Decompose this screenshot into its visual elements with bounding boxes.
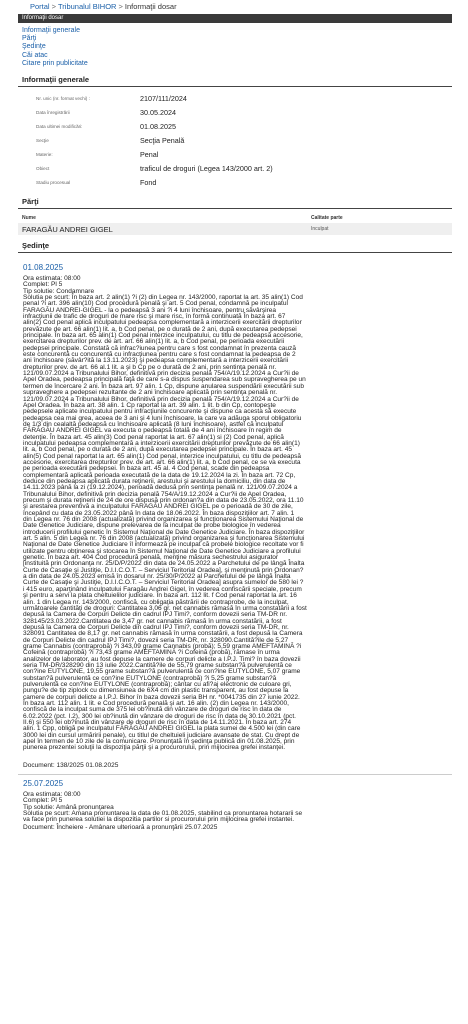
solution-line: alin(2) Cod penal aplică inculpatului pedeapsa complementară a interzicerii exercitării drepturilor [23,319,302,327]
info-value: Penal [140,150,159,159]
solution-line: substan?ă pulverulentă ce con?ine EUTYLONE (contraprobă) ?i 5,25 grame substan?ă [23,674,277,682]
hearing-panel: Complet: Pl 5 [23,797,63,805]
solution-line: Solutia pe scurt: În baza art. 2 alin(1) ?i (2) din Legea nr. 143/2000, raportat la art. 35 alin(1) Cod [23,294,303,301]
hearing-solution-type: Tip solutie: Amână pronunţarea [23,803,114,811]
solution-line: alin(5) Cod penal raportat la art. 65 alin(1) Cod penal, interzice inculpatului, cu titlu de pedeapsă [23,452,302,460]
solution-line: lit. a, b Cod penal, pe o durată de 2 ani, după executarea pedepsei principale. În baza art. 45 [23,446,292,454]
solution-line: art. 5 alin. 5 din Legea nr. 76 din 2008 (actualizată) privind organizarea şi funcţionarea Sistemului [23,535,305,543]
solution-line: grame Cannabis (contraprobă) ?i 343,09 grame Cannabis (probă); 5,59 grame AMEFTAMINĂ ?i [23,642,302,650]
nav-link-citare[interactable]: Citare prin publicitate [22,59,88,67]
section-header-bar: Informaţii dosar [18,14,452,23]
info-row-materie [22,149,442,161]
info-label: Secţie [36,138,49,143]
solution-line: de Corpuri Delicte din cadrul IPJ Timi?, dovezii seria TM-DR, nr. 328090.Cantită?ile de 5,27 [23,636,289,644]
nav-link-sedinte[interactable]: Şedinţe [22,43,46,51]
solution-line: seria TM-DR/328290 din 13 iulie 2022.Cantită?ile de 55,79 grame substan?ă pulverulentă ce [23,661,292,669]
hearing-solution-text [23,811,443,824]
solution-line: penal ?i art. 396 alin(10) Cod procedură penală şi art. 5 Cod penal, condamnă pe inculpatul [23,300,288,308]
parti-table-header [18,214,452,222]
breadcrumb-current: Informaţii dosar [124,2,177,11]
hearing-solution-text [23,295,443,752]
info-row-nr-unic [22,93,442,105]
table-row [18,223,452,235]
solution-line: inculpatului pedeapsa complementară a interzicerii exercitării drepturilor prevăzute de 66 alin(1) [23,439,300,447]
hearing-details [23,276,443,295]
info-row-data-modificarii [22,121,442,133]
solution-line: complementară aplicată perioada executată de la data de 19.12.2024 la zi. În baza art. 72 Cp, [23,471,296,479]
solution-line: FĂRĂGĂU ANDREI GIGEL va executa o pedeapsă totală de 4 ani închisoare în regim de [23,427,282,435]
solution-line: genetic. În baza art. 404 Cod procedură penală, menţine măsura sechestrului asigurator [23,554,279,562]
solution-line: Curte de Casaţie şi Justiţie, D.I.I.C.O.T. – Serviciul Teritorial Oradea], şi menţinută prin Ordonan? [23,566,304,574]
column-header-name: Nume [22,215,36,221]
breadcrumb [30,2,177,11]
hearing-date: 01.08.2025 [23,263,64,272]
info-row-stadiu [22,177,442,189]
hearing-details [23,792,443,811]
solution-line: pe perioada executării pedepsei. În baza art. 45 al. 4 Cod penal, scade din pedeapsa [23,465,270,473]
solution-line: termen de încercare 2 ani. În baza art. 97 alin. 1 Cp, dispune anularea suspendării executării sub [23,382,304,390]
info-label: Data ultimei modificări: [36,124,83,129]
info-value: 01.08.2025 [140,122,176,131]
solution-line: 121/09.07.2024 a Tribunalului Bihor, definitivă prin decizia penală 754/A/19.12.2024 a Cur?ii de [23,395,299,403]
solution-line: alin. 1 Cpp, obligă pe inculpatul FĂRĂGĂU ANDREI GIGEL la plata sumei de 4.500 lei (din care [23,725,301,733]
sedinte-title: Şedinţe [22,241,50,250]
section-nav [22,27,88,68]
solution-line: 3000 lei din cursul urmăririi penale), cu titlul de cheltuieli judiciare avansate de stat. Cu drept de [23,731,300,739]
solution-line: confiscă de la inculpat suma de 375 lei ob?inută din vânzare de droguri de risc în data de [23,706,282,714]
solution-line: 328091 Cantitatea de 8,17 gr. net cannabis rămasă în urma constatării, a fost depusă la Camera [23,630,303,638]
solution-line: este concurentă cu concurentă cu infracţiunea pentru care s fost condamnat la pedeapsa de 2 [23,351,296,359]
solution-line: Solutia pe scurt: Amana pronuntarea la data de 01.08.2025, stabilind ca pronuntarea hotararii se [23,810,303,817]
solution-line: depusă la Camera de Corpuri Delicte din cadrul IPJ Timi?, conform dovezii seria TM-DR, nr. [23,623,289,631]
solution-line: supraveghere a pedepsei rezultante de 2 ani închisoare aplicată prin sentinţa penală nr. [23,389,278,397]
info-label: Stadiu procesual [36,180,71,185]
hearing-document: Document: 138/2025 01.08.2025 [23,762,119,769]
divider [18,252,452,253]
solution-line: infracţiunii de trafic de droguri de mare risc şi mare risc, în formă continuată În baza art. 67 [23,313,286,321]
solution-line: Apel Oradea, pedeapsa principală faţă de care s-a dispus suspendarea sub supravegherea pe un [23,376,306,384]
solution-line: FARAGĂU ANDREI-GIGEL - la o pedeapsă 3 ani ?i 4 luni închisoare, pentru săvârşirea [23,306,277,314]
solution-line: pedeapsa cea mai grea, aceea de 3 ani şi 4 luni închisoare, la care va adăuga sporul obligatoriu [23,414,302,422]
info-value: 2107/111/2024 [140,94,187,103]
solution-line: de 1/3 din cealaltă pedeapsă cu închisoare aplicată (8 luni închisoare), astfel că inculpatul [23,420,284,428]
solution-line: Cofeină (contraprobă) ?i 73,43 grame AMEFTAMINĂ ?i Cofeină (probă), rămase în urma [23,649,280,657]
solution-line: i 415 euro, aparţinând inculpatului Faragău Andrei Gigel, în vederea confiscării speciale, precum [23,585,302,593]
solution-line: a din data de 24.05.2023 emisă în dosarul nr. 25/30/P/2022 al Parchetului de pe lângă Înalta [23,573,291,581]
solution-line: pedepsele aplicate inculpatului pentru infracţiunile concurente şi dispune ca acesta să execute [23,408,297,416]
solution-line: În baza art. 112 alin. 1 lit. e Cod procedură penală şi art. 16 alin. (2) din Legea nr. 143/2000, [23,700,289,707]
solution-line: depusă la Camera de Corpuri Delicte din cadrul IPJ Timi?, conform dovezii seria TM-DR nr. [23,611,288,619]
solution-line: 14.11.2023 până la zi (19.12.2024), perioadă dedusă prin sentinţa penală nr. 121/09.07.2024 a [23,484,298,492]
general-info-title: Informaţii generale [22,75,90,84]
solution-line: Curte de Casaţie şi Justiţie, D.I.I.C.O.T. – Serviciul Teritorial Oradea] asupra sumelor de 580 lei ? [23,579,304,587]
party-role: Inculpat [311,226,329,232]
solution-line: pungu?e de tip ziplock cu dimensiunea de 6X4 cm din plastic transparent, au fost depuse la [23,687,289,695]
solution-line: precum şi durata reţinerii de 24 de ore dispusă prin ordonan?a din data de 23.05.2022, ora 11.10 [23,497,304,504]
solution-line: pulverulentă ce con?ine EUTYLONE (contraprobă); cântar cu afi?aj electronic de culoare gri, [23,680,292,688]
info-value: Secţia Penală [140,136,185,145]
solution-line: [instituită prin Ordonanţa nr. 25/D/P/2022 din data de 24.05.2022 a Parchetului de pe lângă Înalta [23,560,305,568]
info-row-obiect [22,163,442,175]
solution-line: camere de corpuri delicte a I.P.J. Bihor în baza dovezii seria BH nr. *0041735 din 27 iunie 2022. [23,693,300,701]
info-row-data-inregistrarii [22,107,442,119]
solution-line: Date Genetice Judiciare, dispune prelevarea de la inculpat de probe biologice în vederea [23,522,281,530]
hearing-date: 25.07.2025 [23,779,64,788]
info-value: traficul de droguri (Legea 143/2000 art. 2) [140,164,273,173]
party-name: FARAGĂU ANDREI GIGEL [22,225,113,234]
solution-line: începând cu data de 23.05.2022 până în data de 18.06.2022. În baza dispoziţiilor art. 7 alin. 1 [23,509,295,517]
info-label: Materie: [36,152,53,157]
solution-line: introducerii profilului genetic în Sistemul Naţional de Date Genetice Judiciare. În baza dispoziţiilor [23,528,305,536]
solution-line: deduce din pedeapsa aplicată durata reţinerii, arestului şi arestului la domiciliu, din data de [23,477,286,485]
column-header-role: Calitate parte [311,215,343,221]
hearing-time: Ora estimata: 08:00 [23,275,81,282]
breadcrumb-separator: > [118,2,123,11]
info-row-sectie [22,135,442,147]
nav-link-parti[interactable]: Părţi [22,35,37,43]
solution-line: şi pentru a servi la plata cheltuielilor judiciare. În baza art. 112 lit. f Cod penal raportat la art. 16 [23,592,297,600]
breadcrumb-separator: > [51,2,56,11]
solution-line: analizelor de laborator, au fost depuse la camere de corpuri delicte a I.P.J. Timi? în baza dovezii [23,655,301,663]
nav-link-informatii-generale[interactable]: Informaţii generale [22,27,80,34]
hearing-document: Document: Încheiere - Amânare ulterioară a pronunţării 25.07.2025 [23,824,218,831]
solution-line: prevăzute de art. 66 alin(1) lit. a, b Cod penal, pe o durată de 2 ani, după executarea pedepsei [23,325,297,333]
solution-line: 121/09.07.2024 a Tribunalului Bihor, definitivă prin decizia penală 754/A/19.12.2024 a Cur?ii de [23,370,299,378]
solution-line: şi arestarea preventivă a inculpatului FARAGĂU ANDREI GIGEL pe o perioadă de 30 de zile, [23,503,293,511]
solution-line: detenţie. În baza art. 45 alin(3) Cod penal raportat la art. 67 alin(1) si (2) Cod penal, aplică [23,433,284,441]
parti-title: Părţi [22,197,39,206]
solution-line: drepturilor prev. de art. 66 al.1 lit. a şi b Cp pe o durată de 2 ani, prin sentinţa penală nr. [23,363,277,371]
info-value: 30.05.2024 [140,108,176,117]
solution-line: II.6) şi 550 lei ob?inută din vânzare de droguri de risc în data de 14.11.2021. În baza art. 274 [23,719,292,727]
solution-line: principale. În baza art. 65 alin(1) Cod penal interzice inculpatului, cu titlu de pedeapsă accesorie, [23,332,303,340]
info-label: Nr. unic (nr. format vechi) : [36,96,90,101]
breadcrumb-portal-link[interactable]: Portal [30,2,50,11]
solution-line: următoarele cantităţi de droguri: Cantitatea 3,06 gr. net cannabis rămasă în urma constatării a fost [23,604,307,612]
solution-line: Apel Oradea. În baza art. 38 alin. 1 Cp raportat la art. 39 alin. 1 lit. b din Cp, contopeşte [23,401,276,409]
solution-line: Naţional de Date Genetice Judiciare îl informează pe inculpat că probele biologice recoltate vor fi [23,541,304,549]
solution-line: 6.02.2022 (pct. I.2), 300 lei ob?inută din vânzare de droguri de risc în data de 30.10.2021 (pct. [23,712,296,720]
nav-link-cai-atac[interactable]: Căi atac [22,51,48,59]
solution-line: accesorie, exercitarea drepturilor prev. de art. art. 66 alin(1) lit. a, b Cod penal, ce se va executa [23,458,301,466]
hearing-solution-type: Tip solutie: Condamnare [23,287,95,295]
solution-line: con?ine EUTYLONE, 19,55 grame substan?ă pulverulentă ce con?ine EUTYLONE, 5,07 grame [23,668,301,676]
solution-line: din Legea nr. 76 din 2008 (actualizată) privind organizarea şi funcţionarea Sistemului Naţional de [23,516,304,524]
solution-line: apel în termen de 10 zile de la comunicare. Pronunţată în şedinţa publică din 01.08.2025, prin [23,738,295,746]
solution-line: va face prin punerea solutiei la dispozitia partilor si procurorului prin mijlocirea grefei instantei. [23,816,295,824]
solution-line: punerea prezentei soluţii la dispoziţia părţii şi a procurorului, prin mijlocirea grefei instanţei. [23,744,286,752]
hearing-panel: Complet: Pl 5 [23,281,63,289]
divider [18,86,452,87]
divider [18,208,452,209]
breadcrumb-court-link[interactable]: Tribunalul BIHOR [57,2,117,11]
info-label: Data înregistrării [36,110,70,115]
solution-line: utilizate pentru obţinerea şi stocarea în Sistemul Naţional de Date Genetice Judiciare a profilului [23,547,301,555]
solution-line: pedepsei principale. Constată că infrac?iunea pentru care s fost condamnat în prezenta cauză [23,344,296,352]
solution-line: exercitarea drepturilor prev. de art. art. 66 alin(1) lit. a, b Cod penal, pe perioada executării [23,338,285,346]
hearing-time: Ora estimata: 08:00 [23,791,81,798]
info-value: Fond [140,178,157,187]
solution-line: ani închisoare (săvâr?ită la 13.11.2023) şi pedeapsa complementară a interzicerii exercitării [23,357,289,365]
solution-line: alin. 1 din Legea nr. 143/2000, confiscă, cu obligaţia păstrării de contraprobe, de la inculpat, [23,598,289,606]
solution-line: 328145/23.03.2022.Cantitatea de 3,47 gr. net cannabis rămasă în urma constatării, a fost [23,617,282,625]
info-label: Obiect [36,166,50,171]
solution-line: Tribunalului Bihor, definitivă prin decizia penală 754/A/19.12.2024 a Cur?ii de Apel Oradea, [23,490,287,498]
divider [18,774,452,775]
